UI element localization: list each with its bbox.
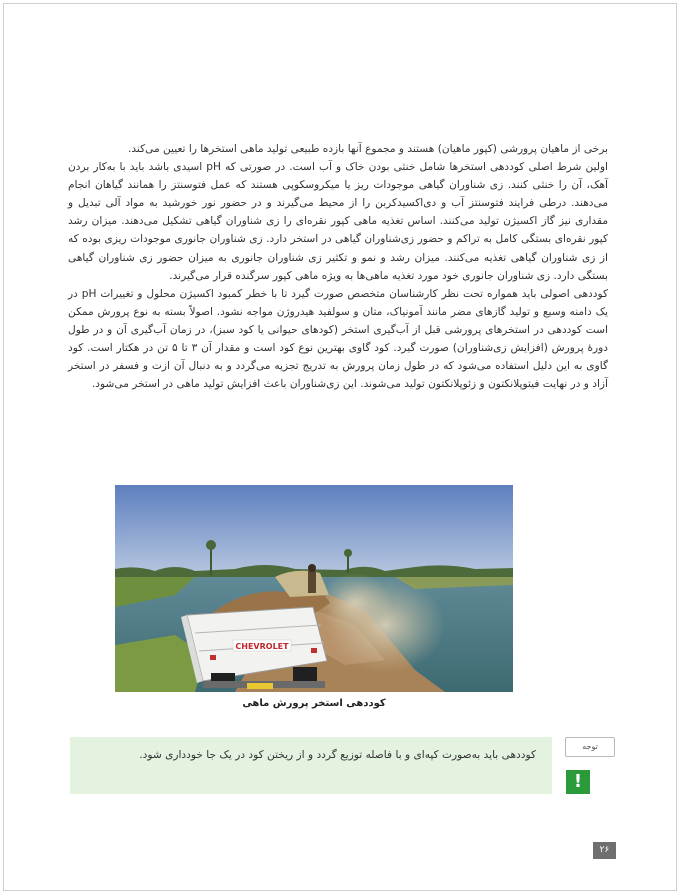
note-text: کوددهی باید به‌صورت کپه‌ای و با فاصله توزیع گردد و از ریختن کود در یک جا خودداری شود. xyxy=(139,749,536,761)
note-label: توجه xyxy=(565,737,615,757)
body-text xyxy=(68,140,608,393)
note-box xyxy=(70,737,552,794)
figure-caption: کوددهی استخر پرورش ماهی xyxy=(242,698,386,709)
paragraph-1: برخی از ماهیان پرورشی (کپور ماهیان) هستند و مجموع آنها بازده طبیعی تولید ماهی استخرها را تعیین می‌کند. xyxy=(127,143,608,155)
page-number: ۲۶ xyxy=(593,842,616,859)
truck-brand-text: CHEVROLET xyxy=(235,642,289,651)
paragraph-3: کوددهی اصولی باید همواره تحت نظر کارشناسان متخصص صورت گیرد تا با خطر کمبود اکسیژن محلول و تغییرات pH در یک دامنه وسیع و تولید گازهای مضر مانند آمونیاک، متان و سولفید هیدروژن مواجه نشود. اصولاً بسته به نوع پرورش ممکن است کوددهی در استخرهای پرورشی قبل از آب‌گیری استخر (کودهای حیوانی یا کود سبز)، در زمان آب‌گیری آن و در طول دورۀ پرورش (افزایش زی‌شناوران) صورت گیرد. کود گاوی بهترین نوع کود است و مقدار آن ۳ تا ۵ تن در هکتار است. کود گاوی به این دلیل استفاده می‌شود که در طول زمان پرورش به تدریج تجزیه می‌گردد و به دنبال آن ازت و فسفر در استخر آزاد و در نهایت فیتوپلانکتون و زئوپلانکتون تولید می‌شوند. این زی‌شناوران باعث افزایش تولید ماهی در استخر می‌شود. xyxy=(68,287,609,391)
paragraph-2: اولین شرط اصلی کوددهی استخرها شامل خنثی بودن خاک و آب است. در صورتی که pH اسیدی باشد باید با به‌کار بردن آهک، آن را خنثی کنند. زی شناوران گیاهی موجودات ریز یا میکروسکوپی هستند که عمل فتوسنتز را همانند گیاهان انجام می‌دهند. درطی فرایند فتوسنتز آب و دی‌اکسیدکربن را از محیط می‌گیرند و در حضور نور خورشید به مواد آلی تبدیل و مقداری نیز گاز اکسیژن تولید می‌کنند. اساس تغذیه ماهی کپور نقره‌ای را زی شناوران گیاهی تشکیل می‌دهند. میزان رشد کپور نقره‌ای بستگی کامل به تراکم و حضور زی‌شناوران گیاهی در استخر دارد. زی شناوران جانوری موجودات ریزی بوده که از زی شناوران گیاهی تغذیه می‌کنند. میزان رشد و نمو و تکثیر زی شناوران جانوری به میزان حضور زی شناوران گیاهی بستگی دارد. زی شناوران جانوری خود مورد تغذیه ماهی‌ها به ویژه ماهی کپور سرگنده قرار می‌گیرند. xyxy=(68,161,608,282)
exclamation-icon: ! xyxy=(566,770,590,794)
fish-pond-fertilizing-photo xyxy=(115,485,513,692)
